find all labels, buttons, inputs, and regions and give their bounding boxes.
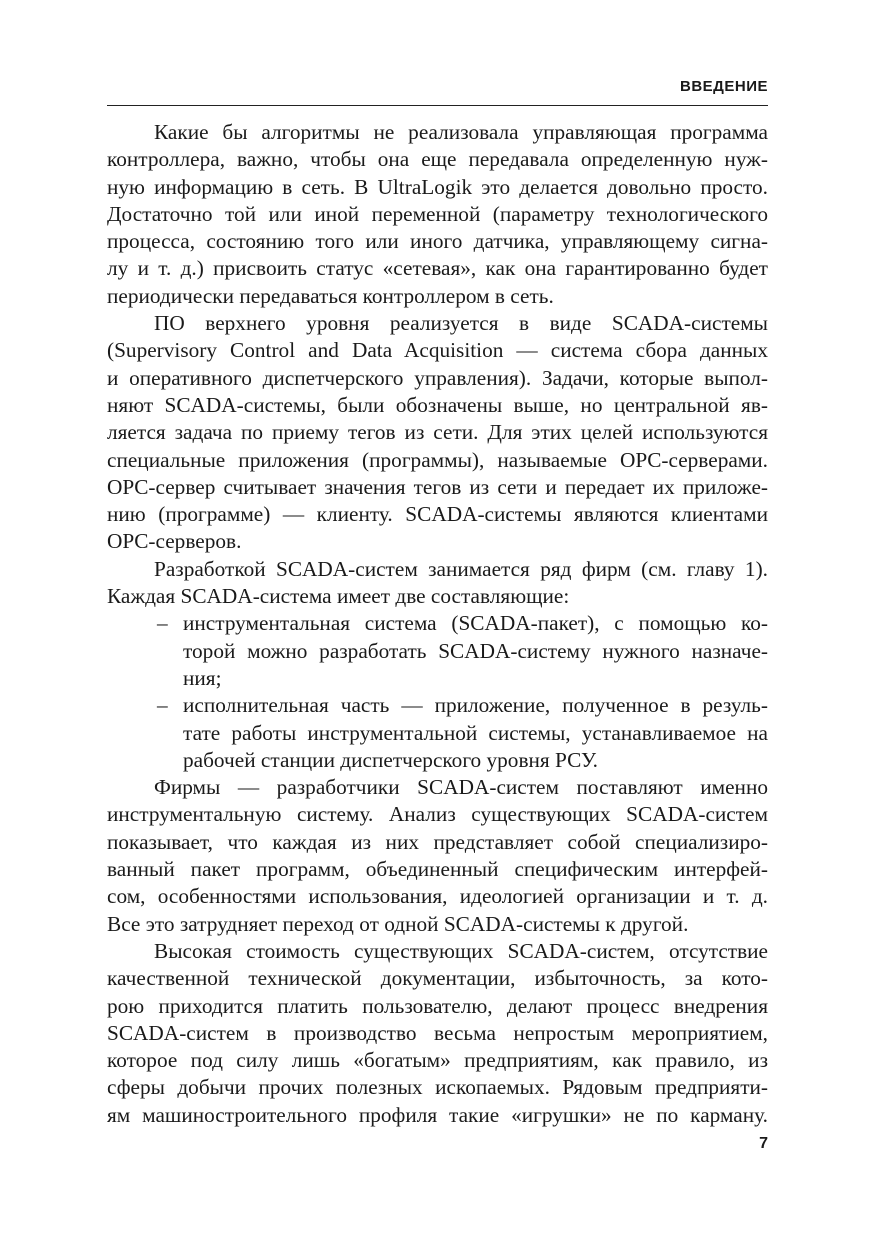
text-line: ванный пакет программ, объединенный специфическим интерфей- (107, 857, 768, 882)
text-line: Фирмы — разработчики SCADA-систем поставляют именно (154, 775, 768, 800)
list-item (107, 692, 768, 774)
dash-list (107, 610, 768, 774)
text-line: периодически передаваться контроллером в сеть. (107, 283, 554, 308)
text-line: – инструментальная система (SCADA-пакет), с помощью ко- (107, 610, 768, 637)
text-line: OPC-серверов. (107, 529, 242, 554)
text-line: сом, особенностями использования, идеологией организации и т. д. (107, 884, 768, 909)
text-line: Все это затрудняет переход от одной SCADA-системы к другой. (107, 911, 689, 936)
text-line: ляется задача по приему тегов из сети. Для этих целей используются (107, 420, 768, 445)
paragraph (107, 119, 768, 310)
text-line: (Supervisory Control and Data Acquisition — система сбора данных (107, 338, 768, 363)
text-line: Разработкой SCADA-систем занимается ряд фирм (см. главу 1). (154, 556, 768, 581)
text-line: ПО верхнего уровня реализуется в виде SCADA-системы (154, 311, 768, 336)
header-rule (107, 105, 768, 106)
page-number: 7 (759, 1135, 768, 1152)
text-line: сферы добычи прочих полезных ископаемых. Рядовым предприяти- (107, 1075, 768, 1100)
text-line: тате работы инструментальной системы, устанавливаемое на (183, 720, 768, 745)
text-line: ную информацию в сеть. В UltraLogik это делается довольно просто. (107, 174, 768, 199)
text-line: Каждая SCADA-система имеет две составляющие: (107, 584, 570, 609)
text-line: ния; (183, 665, 222, 690)
text-line: качественной технической документации, избыточность, за кото- (107, 966, 768, 991)
text-line: рабочей станции диспетчерского уровня РСУ. (183, 747, 598, 772)
text-line: показывает, что каждая из них представляет собой специализиро- (107, 829, 768, 854)
text-line: няют SCADA-системы, были обозначены выше, но центральной яв- (107, 392, 768, 417)
paragraph (107, 556, 768, 611)
text-line: Какие бы алгоритмы не реализовала управляющая программа (154, 120, 768, 144)
text-line: Достаточно той или иной переменной (параметру технологического (107, 201, 768, 226)
body-text (107, 119, 768, 1129)
text-line: которое под силу лишь «богатым» предприятиям, как правило, из (107, 1048, 768, 1073)
text-line: SCADA-систем в производство весьма непростым мероприятием, (107, 1020, 768, 1045)
text-line: OPC-сервер считывает значения тегов из сети и передает их приложе- (107, 474, 768, 499)
text-line: ям машиностроительного профиля такие «игрушки» не по карману. (107, 1102, 768, 1127)
text-line: нию (программе) — клиенту. SCADA-системы являются клиентами (107, 502, 768, 527)
text-line: Высокая стоимость существующих SCADA-систем, отсутствие (154, 938, 768, 963)
text-line: торой можно разработать SCADA-систему нужного назначе- (183, 638, 768, 663)
list-dash: – (157, 693, 168, 718)
text-line: инструментальную систему. Анализ существующих SCADA-систем (107, 802, 768, 827)
list-dash: – (157, 611, 168, 636)
text-line: процесса, состоянию того или иного датчика, управляющему сигна- (107, 229, 768, 254)
text-line: и оперативного диспетчерского управления). Задачи, которые выпол- (107, 365, 768, 390)
paragraph (107, 938, 768, 1129)
list-item (107, 610, 768, 692)
text-line: контроллера, важно, чтобы она еще передавала определенную нуж- (107, 147, 768, 172)
paragraph (107, 774, 768, 938)
text-line: лу и т. д.) присвоить статус «сетевая», как она гарантированно будет (107, 256, 768, 281)
text-line: специальные приложения (программы), называемые OPC-серверами. (107, 447, 768, 472)
text-line: рою приходится платить пользователю, делают процесс внедрения (107, 993, 768, 1018)
running-header: ВВЕДЕНИЕ (680, 78, 768, 95)
paragraph (107, 310, 768, 556)
text-line: – исполнительная часть — приложение, полученное в резуль- (107, 692, 768, 719)
